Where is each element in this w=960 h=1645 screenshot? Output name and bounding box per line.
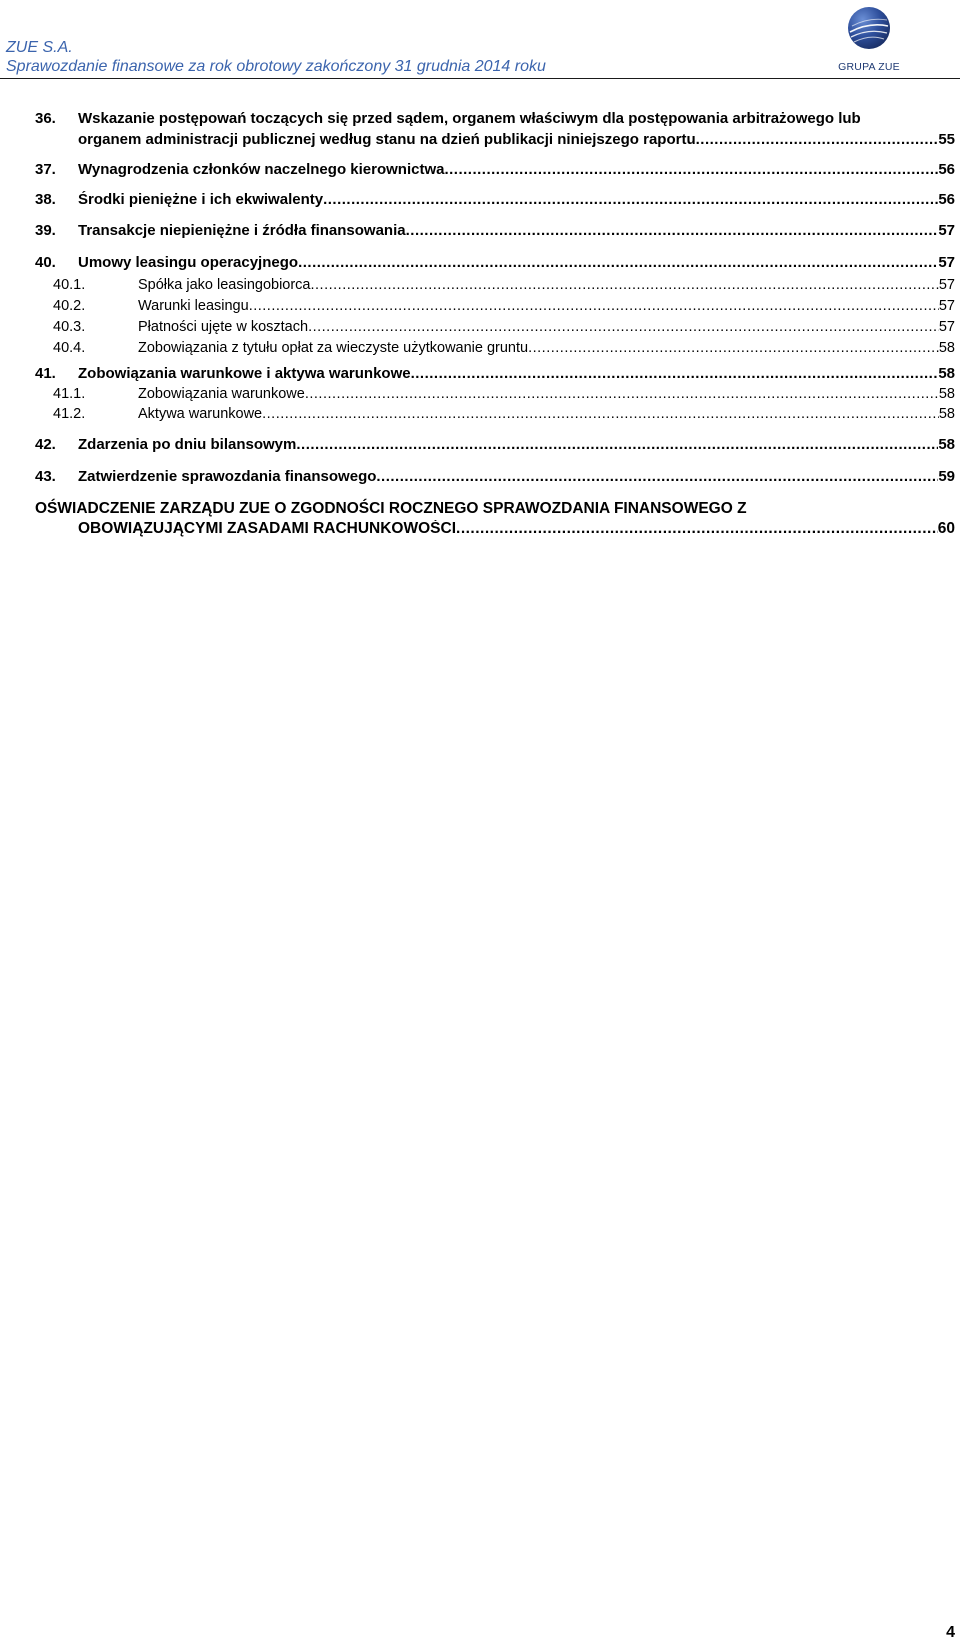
report-title: Sprawozdanie finansowe za rok obrotowy zakończony 31 grudnia 2014 roku [6, 58, 546, 75]
toc-number: 40. [35, 254, 56, 271]
toc-leader-dots [411, 365, 939, 383]
toc-leader-dots [696, 131, 939, 149]
toc-page-number: 59 [938, 468, 955, 485]
toc-page-number: 58 [938, 436, 955, 453]
toc-page-number: 57 [938, 277, 955, 293]
toc-page-number: 56 [938, 191, 955, 208]
toc-leader-dots [406, 222, 939, 240]
toc-title: Zatwierdzenie sprawozdania finansowego [78, 468, 377, 485]
globe-logo-icon [847, 6, 891, 50]
toc-title: Zobowiązania warunkowe [138, 386, 305, 402]
toc-number: 41. [35, 365, 56, 382]
toc-leader-dots [376, 468, 938, 486]
page-number: 4 [946, 1624, 955, 1641]
toc-leader-dots [262, 405, 939, 423]
toc-title-line1: OŚWIADCZENIE ZARZĄDU ZUE O ZGODNOŚCI ROCZNEGO SPRAWOZDANIA FINANSOWEGO Z [35, 500, 747, 517]
toc-page-number: 58 [938, 386, 955, 402]
toc-page-number: 58 [938, 340, 955, 356]
toc-number: 41.2. [53, 406, 86, 422]
toc-title: Zobowiązania z tytułu opłat za wieczyste użytkowanie gruntu [138, 340, 529, 356]
toc-number: 40.2. [53, 298, 86, 314]
toc-title: Zdarzenia po dniu bilansowym [78, 436, 297, 453]
toc-number: 41.1. [53, 386, 86, 402]
toc-title: Wynagrodzenia członków naczelnego kierownictwa [78, 161, 445, 178]
toc-number: 43. [35, 468, 56, 485]
toc-title-line2: organem administracji publicznej według stanu na dzień publikacji niniejszego raportu [78, 131, 696, 148]
toc-page-number: 57 [938, 222, 955, 239]
toc-leader-dots [528, 339, 939, 357]
toc-page-number: 60 [937, 520, 955, 537]
company-name: ZUE S.A. [6, 39, 73, 56]
toc-title-line1: Wskazanie postępowań toczących się przed sądem, organem właściwym dla postępowania arbitrażowego lub [78, 110, 861, 127]
toc-title: Płatności ujęte w kosztach [138, 319, 309, 335]
toc-page-number: 57 [938, 298, 955, 314]
toc-page-number: 55 [938, 131, 955, 148]
toc-page-number: 56 [938, 161, 955, 178]
toc-number: 38. [35, 191, 56, 208]
toc-page-number: 58 [938, 365, 955, 382]
toc-page-number: 57 [938, 254, 955, 271]
logo-text: GRUPA ZUE [838, 61, 900, 73]
toc-title: Warunki leasingu [138, 298, 249, 314]
toc-number: 39. [35, 222, 56, 239]
toc-leader-dots [305, 385, 939, 403]
header-divider [0, 78, 960, 79]
toc-leader-dots [298, 254, 938, 272]
toc-number: 40.4. [53, 340, 86, 356]
toc-title: Środki pieniężne i ich ekwiwalenty [78, 191, 324, 208]
toc-number: 42. [35, 436, 56, 453]
toc-number: 37. [35, 161, 56, 178]
page-header [0, 0, 960, 80]
toc-leader-dots [308, 318, 939, 336]
toc-title: Umowy leasingu operacyjnego [78, 254, 299, 271]
toc-title: Transakcje niepieniężne i źródła finansowania [78, 222, 406, 239]
toc-leader-dots [444, 161, 938, 179]
toc-title: Zobowiązania warunkowe i aktywa warunkowe [78, 365, 411, 382]
toc-number: 36. [35, 110, 56, 127]
toc-leader-dots [249, 297, 939, 315]
toc-leader-dots [456, 520, 938, 538]
toc-title-line2: OBOWIĄZUJĄCYMI ZASADAMI RACHUNKOWOŚCI [78, 520, 457, 537]
toc-number: 40.1. [53, 277, 86, 293]
toc-title: Spółka jako leasingobiorca [138, 277, 311, 293]
toc-title: Aktywa warunkowe [138, 406, 263, 422]
toc-leader-dots [311, 276, 939, 294]
toc-number: 40.3. [53, 319, 86, 335]
toc-page-number: 57 [938, 319, 955, 335]
toc-leader-dots [323, 191, 938, 209]
toc-page-number: 58 [938, 406, 955, 422]
company-logo [834, 6, 904, 74]
toc-leader-dots [296, 436, 938, 454]
